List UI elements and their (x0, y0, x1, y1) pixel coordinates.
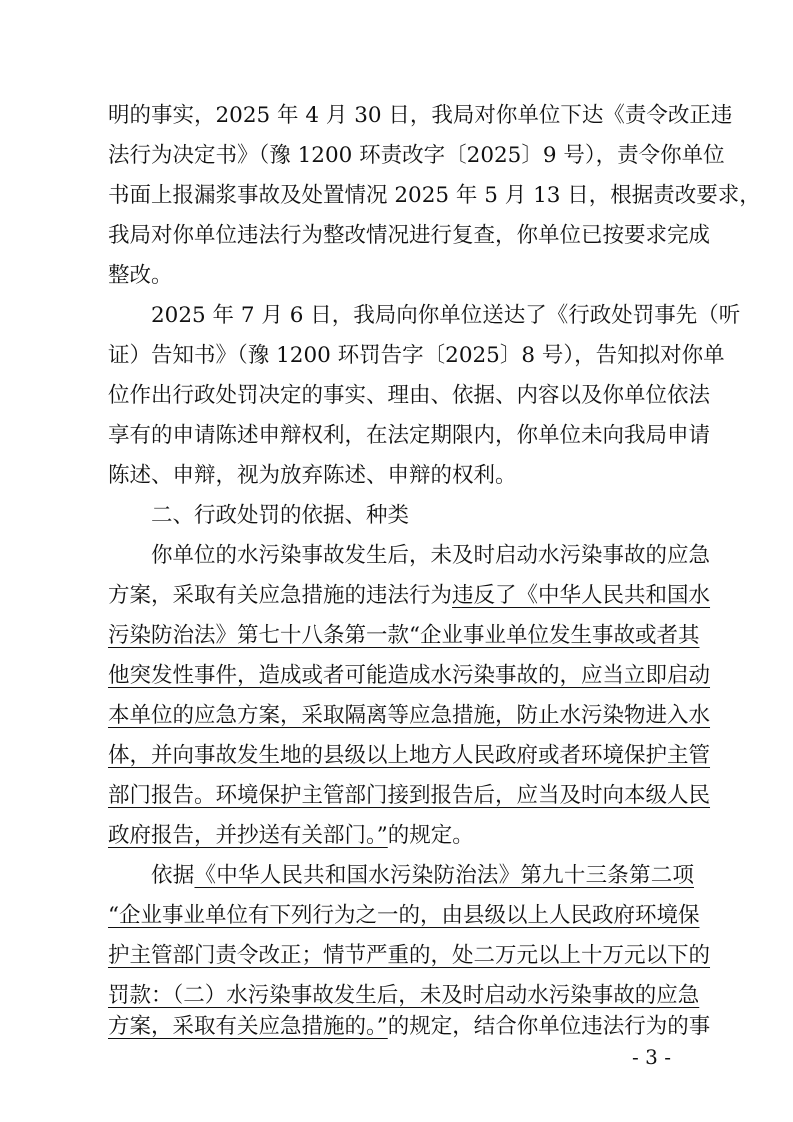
heading-text: 二、行政处罚的依据、种类 (151, 503, 410, 528)
underlined-citation: 本单位的应急方案，采取隔离等应急措施，防止水污染物进入水 (108, 703, 711, 728)
line-text: 陈述、申辩，视为放弃陈述、申辩的权利。 (108, 463, 517, 488)
line-text: 你单位的水污染事故发生后，未及时启动水污染事故的应急 (151, 543, 711, 568)
line-text: 方案，采取有关应急措施的违法行为 (108, 583, 453, 608)
line-text: 法行为决定书》（豫 1200 环责改字〔2025〕9 号），责令你单位 (108, 143, 725, 168)
underlined-citation: 政府报告，并抄送有关部门。” (108, 823, 388, 848)
underlined-citation: 方案，采取有关应急措施的。” (108, 1014, 388, 1039)
text-line (108, 421, 711, 451)
page-number: - 3 - (632, 1045, 671, 1069)
underlined-citation: 他突发性事件，造成或者可能造成水污染事故的，应当立即启动 (108, 663, 711, 688)
underlined-citation: “企业事业单位有下列行为之一的，由县级以上人民政府环境保 (108, 903, 700, 928)
text-line (151, 541, 711, 571)
text-line (108, 741, 711, 771)
underlined-citation: 护主管部门责令改正；情节严重的，处二万元以上十万元以下的 (108, 943, 711, 968)
text-line (108, 221, 711, 251)
text-line (108, 701, 711, 731)
text-line (108, 261, 173, 291)
line-text: 依据 (151, 863, 195, 888)
text-line (108, 781, 711, 811)
text-line (108, 181, 761, 211)
text-line (108, 1012, 710, 1042)
underlined-citation: 体，并向事故发生地的县级以上地方人民政府或者环境保护主管 (108, 743, 711, 768)
underlined-citation: 《中华人民共和国水污染防治法》第九十三条第二项 (194, 863, 694, 888)
line-text: 整改。 (108, 263, 173, 288)
text-line (108, 381, 711, 411)
text-line (151, 861, 694, 891)
text-line (108, 941, 711, 971)
line-text: 明的事实，2025 年 4 月 30 日，我局对你单位下达《责令改正违 (108, 103, 733, 128)
text-line (108, 341, 725, 371)
section-heading (151, 501, 409, 531)
text-line (108, 661, 711, 691)
text-line (108, 101, 733, 131)
underlined-citation: 部门报告。环境保护主管部门接到报告后，应当及时向本级人民 (108, 783, 711, 808)
text-line (108, 821, 474, 851)
line-text: 享有的申请陈述申辩权利，在法定期限内，你单位未向我局申请 (108, 423, 711, 448)
line-text: 位作出行政处罚决定的事实、理由、依据、内容以及你单位依法 (108, 383, 711, 408)
line-text: 的规定。 (387, 823, 474, 848)
line-text: 2025 年 7 月 6 日，我局向你单位送达了《行政处罚事先（听 (151, 303, 741, 328)
text-line (108, 581, 711, 611)
underlined-citation: 违反了《中华人民共和国水 (452, 583, 711, 608)
text-line (108, 461, 517, 491)
underlined-citation: 污染防治法》第七十八条第一款“企业事业单位发生事故或者其 (108, 623, 700, 648)
text-line (108, 901, 700, 931)
underlined-citation: 罚款：（二）水污染事故发生后，未及时启动水污染事故的应急 (108, 983, 700, 1008)
line-text: 证）告知书》（豫 1200 环罚告字〔2025〕8 号），告知拟对你单 (108, 343, 725, 368)
text-line (151, 301, 741, 331)
text-line (108, 621, 700, 651)
line-text: 的规定，结合你单位违法行为的事 (387, 1014, 711, 1039)
line-text: 书面上报漏浆事故及处置情况 2025 年 5 月 13 日，根据责改要求， (108, 183, 761, 208)
line-text: 我局对你单位违法行为整改情况进行复查，你单位已按要求完成 (108, 223, 711, 248)
text-line (108, 981, 700, 1011)
text-line (108, 141, 725, 171)
